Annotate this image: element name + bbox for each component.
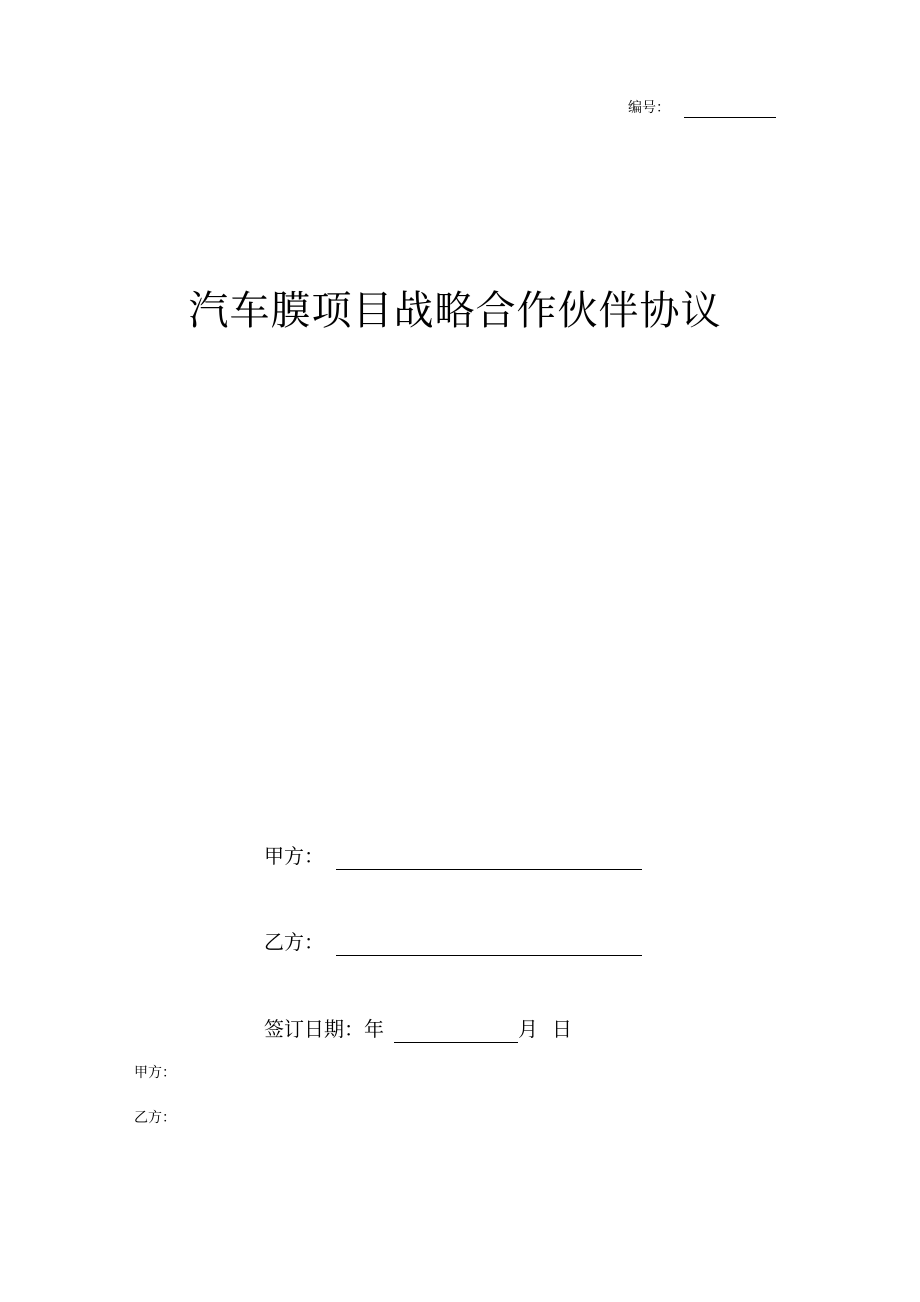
party-b-field [264,928,642,956]
party-a-field [264,842,642,870]
signing-date-label: 签订日期：年 [264,1017,384,1041]
month-label: 月 [518,1017,538,1041]
serial-blank [684,101,776,118]
signing-date-blank [394,1018,518,1043]
serial-label: 编号： [628,100,670,116]
party-a-blank [336,845,642,870]
day-label: 日 [552,1017,572,1041]
signing-date [264,1015,572,1043]
party-a-label: 甲方： [264,844,324,868]
serial-number [628,98,776,118]
body-party-a: 甲方： [134,1065,176,1081]
party-b-blank [336,931,642,956]
party-b-label: 乙方： [264,930,324,954]
body-party-b: 乙方： [134,1110,176,1126]
document-title: 汽车膜项目战略合作伙伴协议 [188,288,722,334]
